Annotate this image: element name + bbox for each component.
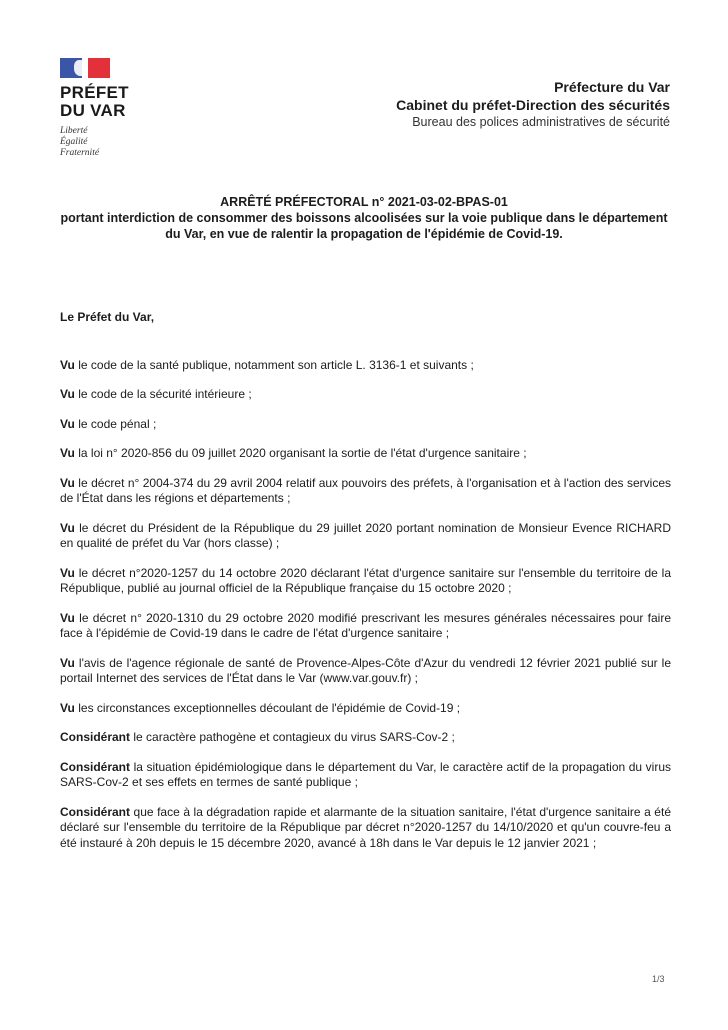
para-text: l'avis de l'agence régionale de santé de Provence-Alpes-Côte d'Azur du vendredi 12 février 2021 publié sur le portail Internet des services de l'État dans le Var (www.var.gouv.fr) ; bbox=[60, 655, 671, 685]
para-text: le caractère pathogène et contagieux du virus SARS-Cov-2 ; bbox=[130, 730, 455, 744]
marianne-flag-icon bbox=[60, 58, 110, 78]
motto-liberte: Liberté bbox=[60, 126, 88, 136]
motto-egalite: Égalité bbox=[60, 137, 88, 147]
visa-paragraph bbox=[60, 701, 671, 717]
para-lead: Considérant bbox=[60, 730, 131, 744]
considerant-paragraph bbox=[60, 760, 671, 791]
considerant-paragraph bbox=[60, 730, 671, 746]
document-title bbox=[56, 194, 672, 242]
para-lead: Vu bbox=[60, 357, 75, 372]
visa-paragraph bbox=[60, 611, 671, 642]
visa-paragraph bbox=[60, 656, 671, 687]
visa-paragraph bbox=[60, 387, 671, 403]
para-lead: Vu bbox=[60, 565, 75, 580]
logo-title-line1: PRÉFET bbox=[60, 83, 129, 102]
para-lead: Considérant bbox=[60, 759, 131, 774]
visa-paragraph bbox=[60, 566, 671, 597]
visa-paragraph bbox=[60, 521, 671, 552]
arrete-subject: portant interdiction de consommer des boissons alcoolisées sur la voie publique dans le département du Var, en vue de ralentir la propagation de l'épidémie de Covid-19. bbox=[60, 211, 668, 241]
visa-paragraph bbox=[60, 446, 671, 462]
visa-paragraph bbox=[60, 476, 671, 507]
para-lead: Vu bbox=[60, 446, 75, 460]
considerant-paragraph bbox=[60, 805, 671, 852]
para-lead: Vu bbox=[60, 416, 75, 431]
para-lead: Considérant bbox=[60, 804, 131, 819]
para-text: la situation épidémiologique dans le département du Var, le caractère actif de la propagation du virus SARS-Cov-2 et ses effets en termes de santé publique ; bbox=[60, 759, 671, 789]
logo-title-line2: DU VAR bbox=[60, 101, 126, 120]
visa-paragraph bbox=[60, 417, 671, 433]
arrete-number: ARRÊTÉ PRÉFECTORAL n° 2021-03-02-BPAS-01 bbox=[220, 195, 508, 209]
para-text: le décret n° 2020-1310 du 29 octobre 2020 modifié prescrivant les mesures générales nécessaires pour faire face à l'épidémie de Covid-19 dans le cadre de l'état d'urgence sanitaire ; bbox=[60, 610, 671, 640]
para-lead: Vu bbox=[60, 387, 75, 401]
document-body bbox=[60, 310, 671, 865]
para-text: le décret du Président de la République du 29 juillet 2020 portant nomination de Monsieur Evence RICHARD en qualité de préfet du Var (hors classe) ; bbox=[60, 520, 671, 550]
para-text: le code pénal ; bbox=[74, 416, 157, 431]
para-text: la loi n° 2020-856 du 09 juillet 2020 organisant la sortie de l'état d'urgence sanitaire ; bbox=[74, 446, 527, 460]
bureau-name: Bureau des polices administratives de sécurité bbox=[412, 115, 670, 129]
para-text: le code de la sécurité intérieure ; bbox=[74, 387, 252, 401]
page-number: 1/3 bbox=[652, 974, 665, 984]
para-text: le décret n°2020-1257 du 14 octobre 2020 déclarant l'état d'urgence sanitaire sur l'ensemble du territoire de la République, publié au journal officiel de la République française du 15 octobre 2020 ; bbox=[60, 565, 671, 595]
para-lead: Vu bbox=[60, 610, 75, 625]
para-lead: Vu bbox=[60, 475, 75, 490]
para-text: que face à la dégradation rapide et alarmante de la situation sanitaire, l'état d'urgence sanitaire a été déclaré sur l'ensemble du territoire de la République par décret n°2020-1257 du 14/10/2020 et qu'un couvre-feu a été instauré à 20h depuis le 15 décembre 2020, avancé à 18h dans le Var depuis le 12 janvier 2021 ; bbox=[60, 804, 671, 850]
cabinet-name: Cabinet du préfet-Direction des sécurités bbox=[396, 97, 670, 113]
republic-motto bbox=[60, 126, 160, 159]
para-text: les circonstances exceptionnelles découlant de l'épidémie de Covid-19 ; bbox=[74, 700, 461, 715]
para-text: le code de la santé publique, notamment son article L. 3136-1 et suivants ; bbox=[74, 357, 474, 372]
prefet-logo bbox=[60, 58, 160, 159]
issuing-authority bbox=[396, 78, 670, 130]
para-lead: Vu bbox=[60, 655, 75, 670]
opening-line: Le Préfet du Var, bbox=[60, 310, 155, 324]
para-lead: Vu bbox=[60, 520, 75, 535]
visa-paragraph bbox=[60, 358, 671, 374]
para-lead: Vu bbox=[60, 700, 75, 715]
prefecture-name: Préfecture du Var bbox=[554, 79, 670, 95]
para-text: le décret n° 2004-374 du 29 avril 2004 relatif aux pouvoirs des préfets, à l'organisation et à l'action des services de l'État dans les régions et départements ; bbox=[60, 475, 671, 505]
motto-fraternite: Fraternité bbox=[60, 148, 100, 158]
